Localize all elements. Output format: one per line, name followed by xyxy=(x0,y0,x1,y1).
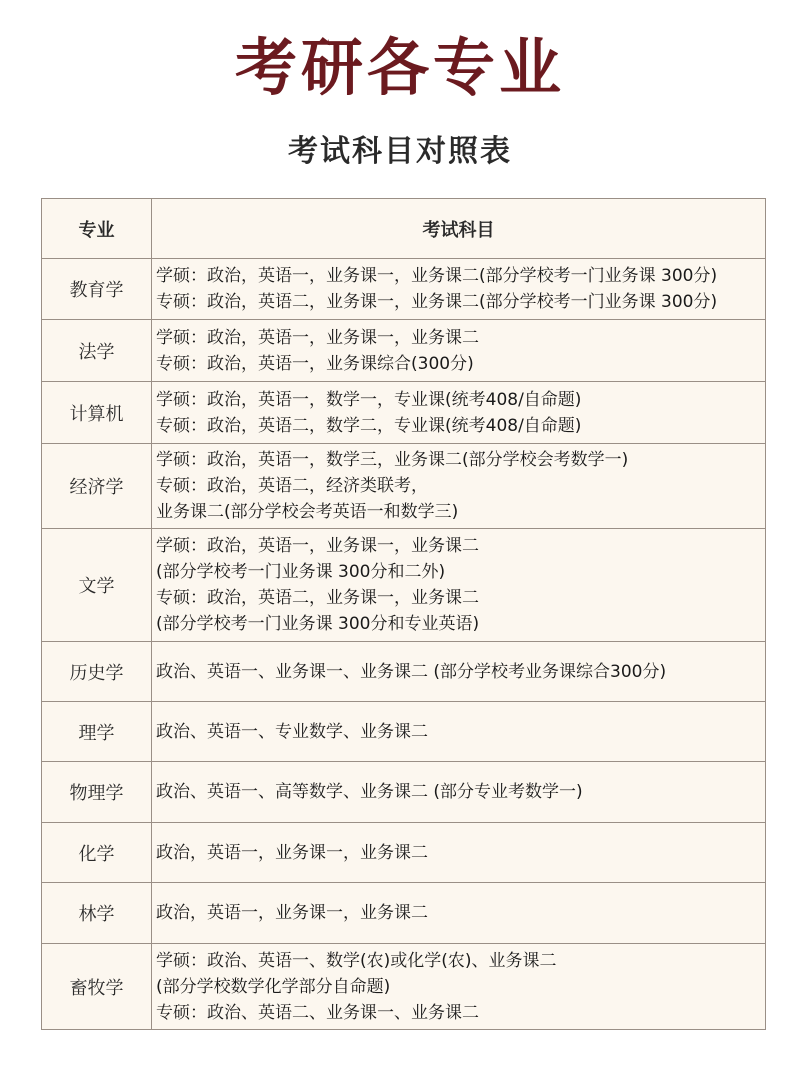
table-row xyxy=(42,642,766,702)
subject-line: 学硕：政治，英语一，数学一，专业课(统考408/自命题) xyxy=(156,389,582,410)
subject-line: (部分学校数学化学部分自命题) xyxy=(156,976,391,997)
subject-line: 专硕：政治，英语一，业务课综合(300分) xyxy=(156,353,474,374)
subject-line: 学硕：政治，英语一，业务课一，业务课二(部分学校考一门业务课 300分) xyxy=(156,266,718,286)
subjects-cell xyxy=(152,762,766,823)
subjects-cell xyxy=(152,944,766,1030)
major-cell: 畜牧学 xyxy=(42,944,152,1030)
subjects-cell xyxy=(152,259,766,320)
table-row xyxy=(42,944,766,1030)
table-row xyxy=(42,259,766,320)
subjects-cell xyxy=(152,883,766,944)
table-row xyxy=(42,320,766,382)
subject-line: 政治，英语一，业务课一，业务课二 xyxy=(156,842,428,863)
header-major: 专业 xyxy=(42,199,152,259)
subjects-cell xyxy=(152,444,766,529)
subjects-cell xyxy=(152,529,766,642)
subject-line: 政治、英语一、高等数学、业务课二 (部分专业考数学一) xyxy=(156,782,583,802)
major-cell: 教育学 xyxy=(42,259,152,320)
subjects-cell xyxy=(152,382,766,444)
subject-line: 政治、英语一、业务课一、业务课二 (部分学校考业务课综合300分) xyxy=(156,661,667,682)
major-cell: 经济学 xyxy=(42,444,152,529)
page-subtitle: 考试科目对照表 xyxy=(288,134,512,169)
table-row xyxy=(42,444,766,529)
major-cell: 法学 xyxy=(42,320,152,382)
header-subjects: 考试科目 xyxy=(152,199,766,259)
subject-line: (部分学校考一门业务课 300分和二外) xyxy=(156,562,446,582)
table-row xyxy=(42,762,766,823)
major-cell: 理学 xyxy=(42,702,152,762)
major-cell: 计算机 xyxy=(42,382,152,444)
subject-line: 专硕：政治、英语二、业务课一、业务课二 xyxy=(156,1002,479,1023)
major-cell: 林学 xyxy=(42,883,152,944)
subjects-cell xyxy=(152,642,766,702)
subject-line: 专硕：政治，英语二，业务课一，业务课二(部分学校考一门业务课 300分) xyxy=(156,292,718,312)
subject-line: 政治、英语一、专业数学、业务课二 xyxy=(156,721,428,742)
subject-line: 学硕：政治，英语一，业务课一，业务课二 xyxy=(156,536,479,556)
table-row xyxy=(42,702,766,762)
exam-subjects-table xyxy=(41,198,766,1030)
table-body xyxy=(42,259,766,1030)
major-cell: 文学 xyxy=(42,529,152,642)
subject-line: 学硕：政治，英语一，业务课一，业务课二 xyxy=(156,327,479,348)
subject-line: 业务课二(部分学校会考英语一和数学三) xyxy=(156,502,459,522)
major-cell: 物理学 xyxy=(42,762,152,823)
table-row xyxy=(42,382,766,444)
subject-line: 专硕：政治，英语二，业务课一，业务课二 xyxy=(156,588,479,608)
subject-line: (部分学校考一门业务课 300分和专业英语) xyxy=(156,614,480,634)
subjects-cell xyxy=(152,823,766,883)
table-row xyxy=(42,529,766,642)
subject-line: 学硕：政治，英语一，数学三，业务课二(部分学校会考数学一) xyxy=(156,450,629,470)
major-cell: 化学 xyxy=(42,823,152,883)
table-row xyxy=(42,883,766,944)
table-header-row xyxy=(42,199,766,259)
subject-line: 政治，英语一，业务课一，业务课二 xyxy=(156,903,428,923)
subjects-cell xyxy=(152,320,766,382)
table-row xyxy=(42,823,766,883)
subject-line: 专硕：政治，英语二，数学二，专业课(统考408/自命题) xyxy=(156,415,582,436)
major-cell: 历史学 xyxy=(42,642,152,702)
subject-line: 学硕：政治、英语一、数学(农)或化学(农)、业务课二 xyxy=(156,950,557,971)
subjects-cell xyxy=(152,702,766,762)
page-title: 考研各专业 xyxy=(234,31,565,104)
subject-line: 专硕：政治，英语二，经济类联考， xyxy=(156,476,428,496)
